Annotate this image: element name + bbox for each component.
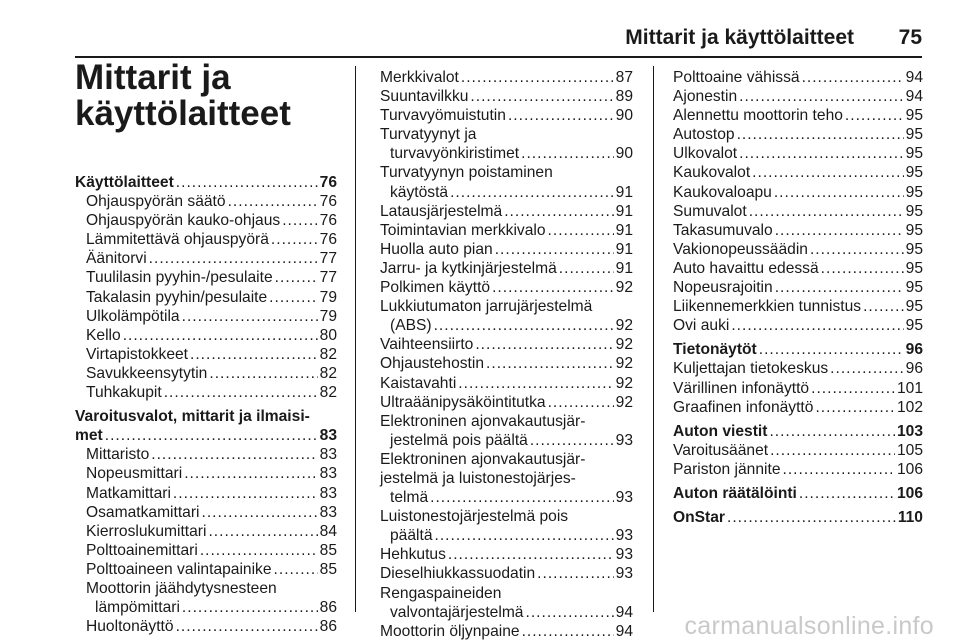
toc-page-number: 102 xyxy=(896,398,923,416)
toc-entry[interactable] xyxy=(380,488,633,507)
toc-leader-dots xyxy=(830,359,903,378)
toc-leader-dots xyxy=(269,288,317,307)
toc-entry-label: Liikennemerkkien tunnistus xyxy=(673,298,862,316)
toc-page-number: 83 xyxy=(319,465,337,483)
toc-leader-dots xyxy=(537,564,613,583)
toc-page-number: 87 xyxy=(615,69,633,86)
toc-entry[interactable] xyxy=(380,183,633,202)
toc-entry-label: turvavyönkiristimet xyxy=(390,145,520,163)
toc-page-number: 92 xyxy=(615,393,633,411)
toc-leader-dots xyxy=(495,240,614,259)
toc-leader-dots xyxy=(430,488,614,507)
toc-entry[interactable] xyxy=(673,68,923,87)
toc-page-number: 83 xyxy=(319,427,337,445)
toc-page-number: 95 xyxy=(905,164,923,182)
toc-section-entry[interactable] xyxy=(75,426,337,445)
toc-entry-label: Ohjauspyörän kauko-ohjaus xyxy=(86,212,281,230)
toc-page-number: 106 xyxy=(896,460,923,478)
toc-entry[interactable] xyxy=(75,192,337,211)
toc-page-number: 95 xyxy=(905,298,923,316)
toc-page-number: 94 xyxy=(905,88,923,106)
toc-page-number: 91 xyxy=(615,240,633,258)
toc-leader-dots xyxy=(149,249,318,268)
toc-entry[interactable] xyxy=(673,144,923,163)
toc-entry-label: Merkkivalot xyxy=(380,69,459,86)
toc-leader-dots xyxy=(548,221,614,240)
toc-entry-label: Kuljettajan tietokeskus xyxy=(673,360,829,378)
toc-leader-dots xyxy=(151,445,317,464)
toc-entry[interactable] xyxy=(75,445,337,464)
toc-entry-label: Virtapistokkeet xyxy=(86,345,188,363)
toc-entry[interactable] xyxy=(380,431,633,450)
toc-entry-label: Suuntavilkku xyxy=(380,88,469,106)
toc-entry[interactable] xyxy=(380,278,633,297)
toc-entry-label: Ulkolämpötila xyxy=(86,307,180,325)
toc-page-number: 94 xyxy=(615,622,633,640)
toc-column-3 xyxy=(673,68,923,527)
toc-entry-label: Takasumuvalo xyxy=(673,221,773,239)
toc-leader-dots xyxy=(209,364,317,383)
toc-entry[interactable] xyxy=(380,240,633,259)
toc-leader-dots xyxy=(173,484,318,503)
chapter-title xyxy=(75,60,345,132)
toc-entry[interactable] xyxy=(380,144,633,163)
toc-leader-dots xyxy=(525,603,613,622)
toc-leader-dots xyxy=(727,508,896,527)
toc-entry-label: Värillinen infonäyttö xyxy=(673,379,810,397)
toc-section-entry[interactable] xyxy=(673,340,923,359)
toc-page-number: 92 xyxy=(615,317,633,335)
toc-entry-label: Takalasin pyyhin/pesulaite xyxy=(86,288,268,306)
toc-entry[interactable] xyxy=(380,259,633,278)
toc-entry-line: Turvatyynyt ja xyxy=(380,126,477,144)
toc-leader-dots xyxy=(810,240,904,259)
toc-entry-line: Luistonestojärjestelmä pois xyxy=(380,508,569,526)
toc-page-number: 92 xyxy=(615,374,633,392)
column-divider xyxy=(355,66,356,612)
toc-entry[interactable] xyxy=(380,202,633,221)
toc-page-number: 95 xyxy=(905,107,923,125)
toc-leader-dots xyxy=(228,192,318,211)
toc-entry-label: Kaukovalot xyxy=(673,164,751,182)
toc-page-number: 90 xyxy=(615,107,633,125)
watermark: carmanualsonline.info xyxy=(684,612,934,640)
toc-column-1 xyxy=(75,173,337,636)
toc-leader-dots xyxy=(559,259,614,278)
toc-entry[interactable] xyxy=(673,278,923,297)
toc-leader-dots xyxy=(770,441,895,460)
toc-page-number: 86 xyxy=(319,599,337,617)
toc-leader-dots xyxy=(737,125,904,144)
toc-entry-label: lämpömittari xyxy=(95,599,180,617)
toc-entry[interactable] xyxy=(75,503,337,522)
toc-entry-label: Vakionopeussäädin xyxy=(673,240,808,258)
toc-leader-dots xyxy=(208,522,317,541)
toc-entry-label: Jarru- ja kytkinjärjestelmä xyxy=(380,259,557,277)
toc-page-number: 90 xyxy=(615,145,633,163)
toc-page-number: 91 xyxy=(615,183,633,201)
toc-page-number: 96 xyxy=(905,360,923,378)
toc-entry[interactable] xyxy=(380,393,633,412)
toc-leader-dots xyxy=(821,259,904,278)
toc-entry[interactable] xyxy=(380,354,633,373)
toc-entry[interactable] xyxy=(75,345,337,364)
toc-entry[interactable] xyxy=(75,288,337,307)
toc-leader-dots xyxy=(508,106,614,125)
toc-leader-dots xyxy=(202,503,318,522)
toc-entry-label: Huoltonäyttö xyxy=(86,618,174,636)
toc-leader-dots xyxy=(548,393,614,412)
toc-entry[interactable] xyxy=(380,374,633,393)
toc-leader-dots xyxy=(769,422,895,441)
toc-entry-label: Polkimen käyttö xyxy=(380,279,491,297)
toc-leader-dots xyxy=(799,484,895,503)
toc-leader-dots xyxy=(815,398,895,417)
toc-entry[interactable] xyxy=(673,106,923,125)
toc-entry-label: Käyttölaitteet xyxy=(75,174,174,191)
toc-entry-label: Osamatkamittari xyxy=(86,503,200,521)
toc-page-number: 95 xyxy=(905,279,923,297)
toc-entry[interactable] xyxy=(673,359,923,378)
toc-entry-label: Pariston jännite xyxy=(673,460,781,478)
toc-entry-label: Kaukovaloapu xyxy=(673,183,772,201)
toc-page-number: 76 xyxy=(319,231,337,249)
toc-leader-dots xyxy=(739,144,904,163)
toc-entry-label: Ulkovalot xyxy=(673,145,738,163)
running-title: Mittarit ja käyttölaitteet xyxy=(625,26,854,49)
toc-entry[interactable] xyxy=(673,460,923,479)
toc-entry[interactable] xyxy=(673,441,923,460)
toc-entry-label: Varoitusäänet xyxy=(673,441,769,459)
toc-entry-label: OnStar xyxy=(673,509,725,527)
toc-entry-label: Ultraäänipysäköintitutka xyxy=(380,393,546,411)
toc-leader-dots xyxy=(492,278,614,297)
toc-leader-dots xyxy=(164,383,318,402)
toc-leader-dots xyxy=(458,374,613,393)
toc-page-number: 110 xyxy=(897,509,923,527)
toc-entry-label: Autostop xyxy=(673,126,735,144)
toc-leader-dots xyxy=(521,144,614,163)
toc-entry-label: Turvavyömuistutin xyxy=(380,107,506,125)
toc-entry-label: Polttoaine vähissä xyxy=(673,69,800,86)
toc-entry[interactable] xyxy=(75,383,337,402)
toc-page-number: 105 xyxy=(896,441,923,459)
toc-entry-label: Auto havaittu edessä xyxy=(673,259,819,277)
toc-leader-dots xyxy=(274,560,318,579)
toc-page-number: 92 xyxy=(615,336,633,354)
toc-entry[interactable] xyxy=(673,183,923,202)
toc-entry-label: Moottorin öljynpaine xyxy=(380,622,520,640)
toc-entry-label: Kello xyxy=(86,326,121,344)
toc-entry[interactable] xyxy=(380,335,633,354)
toc-entry-label: jestelmä pois päältä xyxy=(390,431,528,449)
chapter-title-line-1: Mittarit ja xyxy=(75,58,231,97)
toc-leader-dots xyxy=(475,335,613,354)
toc-entry-label: Äänitorvi xyxy=(86,250,147,268)
toc-entry-label: Kierroslukumittari xyxy=(86,522,207,540)
toc-page-number: 96 xyxy=(905,341,923,359)
toc-leader-dots xyxy=(434,316,614,335)
toc-entry[interactable] xyxy=(380,622,633,641)
toc-entry[interactable] xyxy=(75,268,337,287)
toc-entry-label: telmä xyxy=(390,489,429,507)
toc-page-number: 93 xyxy=(615,431,633,449)
toc-entry-label: Auton viestit xyxy=(673,422,768,440)
toc-page-number: 95 xyxy=(905,202,923,220)
toc-entry[interactable] xyxy=(75,484,337,503)
toc-page-number: 91 xyxy=(615,221,633,239)
toc-page-number: 77 xyxy=(319,250,337,268)
toc-page-number: 85 xyxy=(319,560,337,578)
toc-leader-dots xyxy=(749,202,904,221)
toc-entry[interactable] xyxy=(380,221,633,240)
toc-page-number: 103 xyxy=(896,422,923,440)
toc-leader-dots xyxy=(731,316,903,335)
toc-leader-dots xyxy=(176,617,318,636)
toc-page-number: 80 xyxy=(319,326,337,344)
chapter-title-line-2: käyttölaitteet xyxy=(75,94,291,133)
toc-leader-dots xyxy=(775,278,904,297)
toc-leader-dots xyxy=(774,183,904,202)
toc-entry-label: valvontajärjestelmä xyxy=(390,603,524,621)
toc-leader-dots xyxy=(275,268,318,287)
toc-entry[interactable] xyxy=(673,379,923,398)
toc-entry-line: Rengaspaineiden xyxy=(380,584,502,602)
toc-entry-label: met xyxy=(75,427,103,445)
toc-entry-label: Vaihteensiirto xyxy=(380,336,474,354)
toc-entry-label: Dieselhiukkassuodatin xyxy=(380,565,536,583)
toc-page-number: 95 xyxy=(905,221,923,239)
toc-leader-dots xyxy=(435,526,614,545)
toc-section-entry[interactable] xyxy=(75,173,337,192)
toc-page-number: 93 xyxy=(615,546,633,564)
toc-leader-dots xyxy=(486,354,614,373)
toc-leader-dots xyxy=(752,163,903,182)
toc-leader-dots xyxy=(775,221,904,240)
toc-leader-dots xyxy=(282,211,317,230)
page-header xyxy=(75,0,922,58)
toc-entry[interactable] xyxy=(380,526,633,545)
toc-entry-line: Lukkiutumaton jarrujärjestelmä xyxy=(380,298,593,316)
toc-page-number: 83 xyxy=(319,446,337,464)
toc-page-number: 79 xyxy=(319,288,337,306)
toc-page-number: 89 xyxy=(615,88,633,106)
toc-entry[interactable] xyxy=(380,87,633,106)
toc-entry-label: Matkamittari xyxy=(86,484,171,502)
toc-page-number: 95 xyxy=(905,145,923,163)
toc-entry-label: Auton räätälöinti xyxy=(673,484,797,502)
toc-entry[interactable] xyxy=(673,259,923,278)
toc-section-entry[interactable] xyxy=(673,422,923,441)
toc-page-number: 83 xyxy=(319,503,337,521)
toc-leader-dots xyxy=(176,173,318,192)
toc-page-number: 91 xyxy=(615,259,633,277)
toc-page-number: 76 xyxy=(319,174,337,191)
toc-entry-label: Kaistavahti xyxy=(380,374,457,392)
page-number: 75 xyxy=(898,26,922,49)
toc-page-number: 83 xyxy=(319,484,337,502)
toc-leader-dots xyxy=(759,340,904,359)
toc-entry[interactable] xyxy=(75,249,337,268)
toc-page-number: 82 xyxy=(319,384,337,402)
toc-entry-label: Tuhkakupit xyxy=(86,384,162,402)
toc-entry[interactable] xyxy=(673,163,923,182)
toc-section-entry[interactable] xyxy=(673,508,923,527)
toc-entry[interactable] xyxy=(75,598,337,617)
toc-entry-label: Nopeusmittari xyxy=(86,465,183,483)
toc-page-number: 85 xyxy=(319,541,337,559)
toc-leader-dots xyxy=(845,106,904,125)
toc-leader-dots xyxy=(863,297,904,316)
toc-page-number: 95 xyxy=(905,317,923,335)
toc-entry[interactable] xyxy=(75,560,337,579)
toc-leader-dots xyxy=(184,464,317,483)
toc-page-number: 82 xyxy=(319,345,337,363)
toc-entry[interactable] xyxy=(673,240,923,259)
toc-entry[interactable] xyxy=(380,106,633,125)
toc-page-number: 86 xyxy=(319,618,337,636)
toc-leader-dots xyxy=(504,202,613,221)
toc-entry[interactable] xyxy=(75,230,337,249)
toc-leader-dots xyxy=(271,230,318,249)
toc-entry-label: Savukkeensytytin xyxy=(86,364,208,382)
toc-entry[interactable] xyxy=(75,464,337,483)
toc-page-number: 93 xyxy=(615,527,633,545)
toc-entry[interactable] xyxy=(673,297,923,316)
toc-entry-label: Ohjaustehostin xyxy=(380,355,485,373)
toc-entry[interactable] xyxy=(380,603,633,622)
toc-page-number: 95 xyxy=(905,240,923,258)
toc-page-number: 93 xyxy=(615,489,633,507)
toc-leader-dots xyxy=(811,379,895,398)
toc-entry-label: Huolla auto pian xyxy=(380,240,493,258)
toc-entry-line: jestelmä ja luistonestojärjes- xyxy=(380,469,576,487)
toc-entry-label: päältä xyxy=(390,527,433,545)
toc-leader-dots xyxy=(530,431,614,450)
toc-leader-dots xyxy=(461,68,614,87)
toc-entry-label: Ovi auki xyxy=(673,317,730,335)
toc-page-number: 106 xyxy=(896,484,923,502)
column-divider xyxy=(653,66,654,612)
toc-page-number: 92 xyxy=(615,355,633,373)
toc-page-number: 91 xyxy=(615,202,633,220)
toc-entry-label: Mittaristo xyxy=(86,446,150,464)
toc-page-number: 77 xyxy=(319,269,337,287)
toc-entry-label: Polttoainemittari xyxy=(86,541,198,559)
toc-entry[interactable] xyxy=(673,221,923,240)
toc-leader-dots xyxy=(182,598,318,617)
toc-entry-label: Hehkutus xyxy=(380,546,446,564)
toc-entry-label: Toimintavian merkkivalo xyxy=(380,221,546,239)
toc-page-number: 92 xyxy=(615,279,633,297)
toc-entry-label: Graafinen infonäyttö xyxy=(673,398,814,416)
toc-entry-label: Lämmitettävä ohjauspyörä xyxy=(86,231,269,249)
toc-entry-line: Turvatyynyn poistaminen xyxy=(380,164,553,182)
toc-entry[interactable] xyxy=(673,398,923,417)
toc-entry[interactable] xyxy=(380,68,633,87)
toc-entry-label: Sumuvalot xyxy=(673,202,747,220)
toc-page-number: 101 xyxy=(896,379,923,397)
toc-leader-dots xyxy=(123,326,318,345)
toc-page-number: 79 xyxy=(319,307,337,325)
toc-page-number: 84 xyxy=(319,522,337,540)
toc-entry-label: Ajonestin xyxy=(673,88,738,106)
toc-page-number: 94 xyxy=(615,603,633,621)
toc-leader-dots xyxy=(105,426,318,445)
toc-entry-line: Moottorin jäähdytysnesteen xyxy=(86,579,277,597)
toc-leader-dots xyxy=(470,87,613,106)
toc-column-2 xyxy=(380,68,633,641)
toc-leader-dots xyxy=(783,460,895,479)
toc-leader-dots xyxy=(522,622,614,641)
toc-entry-label: (ABS) xyxy=(390,317,432,335)
toc-entry-label: Nopeusrajoitin xyxy=(673,279,773,297)
toc-page-number: 95 xyxy=(905,259,923,277)
toc-entry-label: Tuulilasin pyyhin-/pesulaite xyxy=(86,269,273,287)
toc-leader-dots xyxy=(802,68,904,87)
toc-page-number: 82 xyxy=(319,364,337,382)
toc-page-number: 76 xyxy=(319,193,337,211)
toc-entry[interactable] xyxy=(380,545,633,564)
toc-entry[interactable] xyxy=(673,125,923,144)
toc-leader-dots xyxy=(448,545,614,564)
toc-page-number: 76 xyxy=(319,212,337,230)
toc-page-number: 95 xyxy=(905,126,923,144)
toc-page-number: 93 xyxy=(615,565,633,583)
toc-entry[interactable] xyxy=(673,87,923,106)
toc-entry-label: Alennettu moottorin teho xyxy=(673,107,843,125)
toc-leader-dots xyxy=(190,345,318,364)
toc-entry[interactable] xyxy=(75,326,337,345)
toc-leader-dots xyxy=(200,541,318,560)
toc-leader-dots xyxy=(739,87,903,106)
toc-entry[interactable] xyxy=(673,202,923,221)
toc-entry[interactable] xyxy=(75,541,337,560)
toc-entry[interactable] xyxy=(75,307,337,326)
toc-entry[interactable] xyxy=(75,211,337,230)
toc-entry-line: Varoitusvalot, mittarit ja ilmaisi- xyxy=(75,408,310,426)
toc-leader-dots xyxy=(182,307,318,326)
toc-entry[interactable] xyxy=(75,364,337,383)
toc-entry-label: Latausjärjestelmä xyxy=(380,202,503,220)
toc-entry[interactable] xyxy=(380,564,633,583)
toc-entry-line: Elektroninen ajonvakautusjär- xyxy=(380,450,586,468)
toc-entry-line: Elektroninen ajonvakautusjär- xyxy=(380,412,586,430)
toc-leader-dots xyxy=(450,183,614,202)
toc-entry-label: Tietonäytöt xyxy=(673,341,757,359)
toc-page-number: 95 xyxy=(905,183,923,201)
toc-entry-label: käytöstä xyxy=(390,183,449,201)
toc-entry-label: Ohjauspyörän säätö xyxy=(86,193,226,211)
toc-entry[interactable] xyxy=(380,316,633,335)
toc-page-number: 94 xyxy=(905,69,923,86)
toc-entry[interactable] xyxy=(673,316,923,335)
toc-entry-label: Polttoaineen valintapainike xyxy=(86,560,272,578)
toc-section-entry[interactable] xyxy=(673,484,923,503)
toc-entry[interactable] xyxy=(75,522,337,541)
toc-entry[interactable] xyxy=(75,617,337,636)
